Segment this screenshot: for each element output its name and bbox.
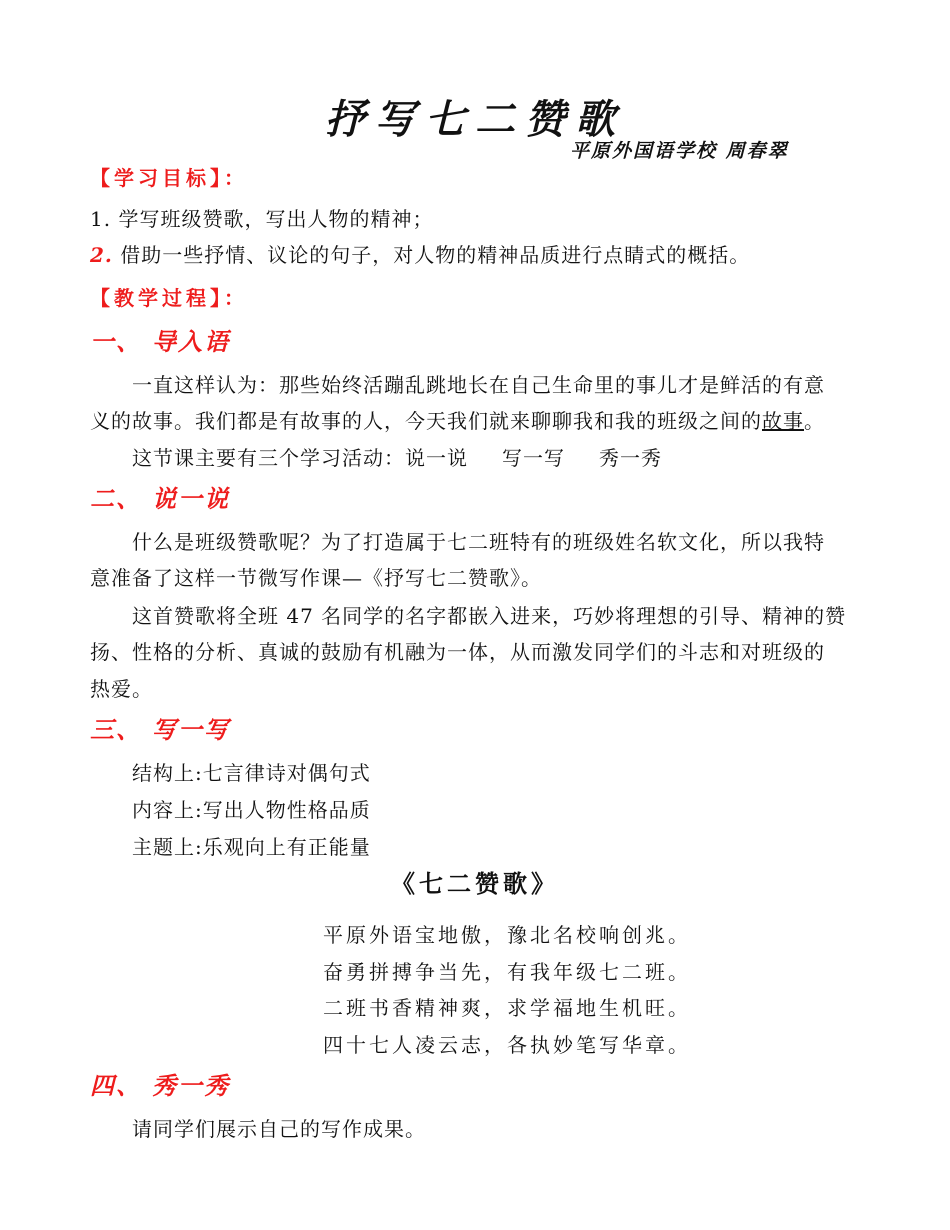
activity-show: 秀一秀: [599, 446, 662, 470]
goal-number: 1.: [90, 207, 112, 231]
goal-number: 2.: [90, 243, 113, 267]
paragraph-line: 这首赞歌将全班 47 名同学的名字都嵌入进来，巧妙将理想的引导、精神的赞: [132, 604, 847, 628]
poem-line: 奋勇拼搏争当先，有我年级七二班。: [323, 960, 691, 984]
requirement-line: 内容上:写出人物性格品质: [132, 798, 371, 822]
goal-item-1: [90, 203, 433, 232]
paragraph-line: 扬、性格的分析、真诚的鼓励有机融为一体，从而激发同学们的斗志和对班级的: [90, 640, 825, 664]
poem-line: 平原外语宝地傲，豫北名校响创兆。: [323, 923, 691, 947]
section-number: 一、: [90, 327, 142, 356]
underlined-word: 故事: [762, 409, 804, 433]
paragraph-text: 义的故事。我们都是有故事的人，今天我们就来聊聊我和我的班级之间的: [90, 409, 762, 433]
section-title: 说一说: [152, 484, 230, 513]
activities-text: 这节课主要有三个学习活动：说一说: [132, 446, 468, 470]
paragraph-line: [90, 405, 825, 434]
section-heading-write: [90, 710, 230, 745]
goal-text: 学写班级赞歌，写出人物的精神；: [118, 207, 434, 231]
paragraph-line: 什么是班级赞歌呢？为了打造属于七二班特有的班级姓名软文化，所以我特: [132, 530, 825, 554]
section-heading-intro: [90, 322, 230, 357]
paragraph-text: 。: [804, 409, 825, 433]
section-number: 四、: [90, 1071, 142, 1100]
goal-text: 借助一些抒情、议论的句子，对人物的精神品质进行点睛式的概括。: [120, 243, 751, 267]
section-number: 三、: [90, 715, 142, 744]
section-number: 二、: [90, 484, 142, 513]
section-title: 导入语: [152, 327, 230, 356]
page-title: 抒写七二赞歌: [325, 96, 625, 143]
paragraph-line: 一直这样认为：那些始终活蹦乱跳地长在自己生命里的事儿才是鲜活的有意: [132, 373, 825, 397]
paragraph-line: 请同学们展示自己的写作成果。: [132, 1117, 426, 1141]
paragraph-line: 热爱。: [90, 677, 153, 701]
goal-item-2: [90, 239, 750, 268]
poem-title: 《七二赞歌》: [391, 869, 559, 898]
section-title: 秀一秀: [152, 1071, 230, 1100]
process-label: 【教学过程】：: [90, 286, 248, 310]
section-heading-say: [90, 479, 230, 514]
goals-label: 【学习目标】：: [90, 166, 248, 190]
activity-write: 写一写: [502, 446, 565, 470]
section-heading-show: [90, 1066, 230, 1101]
poem-line: 二班书香精神爽，求学福地生机旺。: [323, 996, 691, 1020]
section-title: 写一写: [152, 715, 230, 744]
author-line: 平原外国语学校 周春翠: [570, 140, 789, 162]
poem-line: 四十七人凌云志，各执妙笔写华章。: [323, 1033, 691, 1057]
paragraph-line: 意准备了这样一节微写作课—《抒写七二赞歌》。: [90, 566, 542, 590]
activities-line: [132, 442, 662, 471]
requirement-line: 结构上:七言律诗对偶句式: [132, 761, 371, 785]
requirement-line: 主题上:乐观向上有正能量: [132, 835, 371, 859]
